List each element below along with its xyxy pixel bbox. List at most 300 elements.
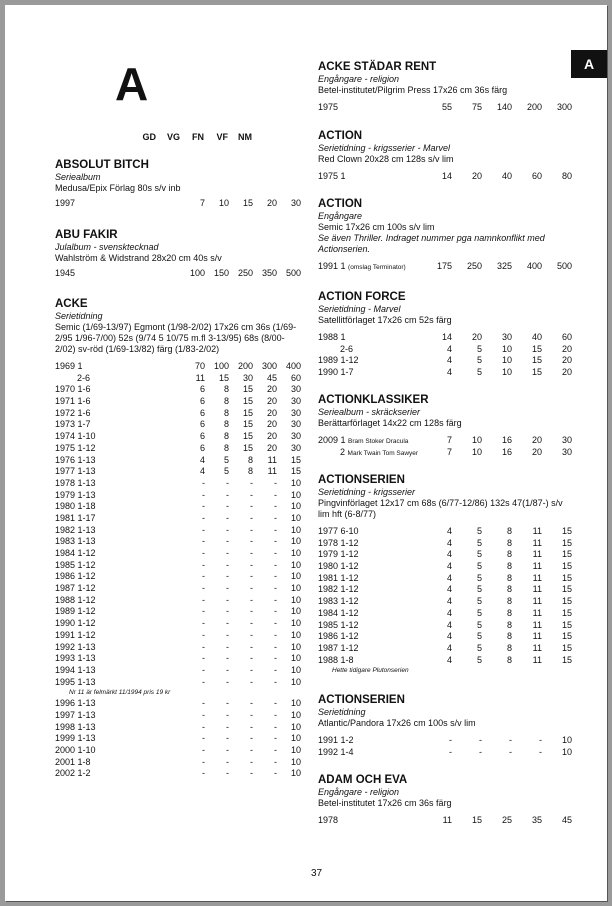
- price-row: [55, 536, 301, 548]
- row-values: [422, 655, 572, 667]
- price-value: -: [250, 664, 253, 675]
- price-value: 8: [506, 631, 512, 642]
- price-rows: [318, 526, 572, 676]
- row-label: [340, 447, 418, 460]
- row-values: [181, 768, 301, 780]
- price-value: -: [250, 536, 253, 547]
- row-label: [318, 815, 338, 827]
- price-value: -: [202, 768, 205, 779]
- price-value: 8: [247, 466, 253, 477]
- price-value: 5: [476, 596, 482, 607]
- row-values: [181, 455, 301, 467]
- price-value: 30: [290, 396, 301, 407]
- price-value: -: [226, 536, 229, 547]
- price-value: -: [202, 641, 205, 652]
- price-value: 30: [561, 446, 572, 457]
- row-values: [181, 198, 301, 210]
- price-value: -: [202, 653, 205, 664]
- price-value: 16: [501, 435, 512, 445]
- row-label: [55, 513, 96, 525]
- price-value: 4: [199, 454, 205, 465]
- price-value: 100: [213, 361, 229, 371]
- row-label-detail: Mark Twain Tom Sawyer: [347, 449, 419, 457]
- price-value: -: [274, 583, 277, 594]
- price-value: 300: [556, 102, 572, 112]
- price-value: 150: [213, 268, 229, 278]
- price-value: -: [202, 501, 205, 512]
- price-value: -: [202, 548, 205, 558]
- price-value: 100: [189, 268, 205, 278]
- row-label: [55, 665, 96, 677]
- price-value: 10: [290, 768, 301, 779]
- row-values: [181, 478, 301, 490]
- price-value: 20: [531, 435, 542, 445]
- price-row: [55, 501, 301, 513]
- price-value: -: [274, 664, 277, 675]
- price-row: [55, 361, 301, 373]
- price-rows: [55, 361, 301, 780]
- price-value: 15: [561, 619, 572, 630]
- row-label: [55, 455, 96, 467]
- price-value: -: [226, 618, 229, 629]
- price-value: 5: [476, 619, 482, 630]
- row-values: [181, 548, 301, 560]
- price-value: 40: [501, 171, 512, 181]
- price-value: -: [202, 571, 205, 582]
- price-value: 15: [242, 419, 253, 430]
- price-value: -: [250, 501, 253, 512]
- price-value: 14: [441, 171, 452, 181]
- price-row: [318, 735, 572, 747]
- price-value: 15: [561, 596, 572, 607]
- entry-title: ACKE STÄDAR RENT: [318, 61, 437, 73]
- price-rows: [318, 261, 572, 273]
- row-label: [55, 478, 96, 490]
- price-row: [318, 171, 572, 183]
- price-row: [318, 815, 572, 827]
- row-label: [318, 261, 406, 274]
- price-value: -: [274, 524, 277, 535]
- price-row: [318, 655, 572, 667]
- price-value: 5: [476, 561, 482, 572]
- row-label-text: 1977 1-13: [55, 466, 96, 477]
- price-value: 5: [476, 642, 482, 653]
- catalog-entry: [318, 773, 572, 827]
- row-label-text: 1985 1-12: [55, 559, 96, 570]
- price-value: 20: [561, 367, 572, 378]
- price-row: [55, 198, 301, 210]
- row-label-text: 1982 1-13: [55, 524, 96, 535]
- price-value: -: [274, 477, 277, 488]
- price-value: 10: [290, 477, 301, 488]
- price-value: 20: [266, 407, 277, 418]
- row-label-text: 1998 1-13: [55, 721, 96, 732]
- price-value: -: [226, 583, 229, 594]
- price-value: -: [226, 559, 229, 570]
- price-value: 30: [290, 407, 301, 418]
- price-row: [55, 373, 301, 385]
- price-value: 11: [532, 607, 542, 618]
- price-value: 250: [237, 268, 253, 278]
- row-label-text: 1991 1: [318, 261, 346, 271]
- price-value: -: [274, 698, 277, 709]
- price-row: [55, 455, 301, 467]
- entry-type: Engångare - religion: [318, 74, 400, 84]
- row-label-text: 1978: [318, 815, 339, 825]
- price-value: -: [226, 477, 229, 488]
- row-label-text: 1983 1-12: [318, 596, 359, 607]
- row-values: [181, 745, 301, 757]
- row-label: [55, 733, 96, 745]
- price-value: -: [202, 559, 205, 570]
- row-label: [318, 171, 346, 183]
- price-value: -: [250, 548, 253, 558]
- price-row: [318, 584, 572, 596]
- price-value: 60: [561, 332, 572, 342]
- price-value: 10: [561, 735, 572, 745]
- price-value: 20: [266, 396, 277, 407]
- row-label-text: 1986 1-12: [55, 571, 96, 582]
- price-value: -: [250, 583, 253, 594]
- row-label: [318, 747, 354, 759]
- row-label: [55, 757, 91, 769]
- price-value: 10: [290, 733, 301, 744]
- price-value: 10: [290, 641, 301, 652]
- price-value: -: [250, 653, 253, 664]
- price-value: 400: [526, 261, 542, 271]
- price-row: [55, 677, 301, 689]
- price-value: 8: [506, 607, 512, 618]
- price-row: [318, 561, 572, 573]
- row-label: [55, 361, 83, 373]
- price-value: 8: [223, 396, 229, 407]
- row-values: [181, 560, 301, 572]
- price-value: 30: [290, 198, 301, 208]
- price-value: 15: [290, 466, 301, 477]
- price-value: 6: [199, 384, 205, 395]
- row-label: [318, 538, 359, 550]
- row-values: [181, 630, 301, 642]
- price-value: 8: [247, 454, 253, 465]
- price-value: -: [226, 664, 229, 675]
- price-row: [55, 548, 301, 560]
- row-label-text: 1945: [55, 268, 76, 278]
- row-values: [181, 710, 301, 722]
- price-value: -: [250, 709, 253, 720]
- price-value: -: [250, 559, 253, 570]
- price-value: -: [226, 548, 229, 558]
- row-label: [55, 768, 91, 780]
- row-label-text: 1982 1-12: [318, 584, 359, 595]
- row-label-text: 1975: [318, 102, 339, 112]
- entry-publisher: Pingvinförlaget 12x17 cm 68s (6/77-12/86) 132s 47(1/87-) s/v lim hft (6-8/77): [318, 498, 563, 519]
- price-rows: [55, 198, 301, 210]
- price-value: 6: [199, 407, 205, 418]
- price-value: -: [274, 745, 277, 755]
- row-label: [55, 384, 91, 396]
- price-value: 5: [476, 572, 482, 583]
- price-value: 70: [194, 361, 205, 371]
- price-value: 11: [267, 454, 277, 465]
- price-value: -: [202, 512, 205, 523]
- row-label-text: 1992 1-4: [318, 746, 354, 757]
- price-value: 8: [506, 654, 512, 665]
- row-values: [181, 466, 301, 478]
- row-label: [318, 367, 354, 379]
- price-value: 15: [561, 561, 572, 572]
- row-label-text: 1987 1-12: [55, 583, 96, 594]
- row-label-text: 1977 6-10: [318, 526, 359, 536]
- row-label-text: 1980 1-12: [318, 561, 359, 572]
- price-value: 15: [471, 815, 482, 825]
- row-values: [422, 643, 572, 655]
- price-value: 8: [506, 584, 512, 595]
- price-value: 7: [199, 198, 205, 208]
- price-row: [318, 747, 572, 759]
- price-value: 11: [267, 466, 277, 477]
- row-label-text: 1984 1-12: [55, 548, 96, 558]
- row-label: [55, 595, 96, 607]
- row-values: [181, 722, 301, 734]
- price-row: [55, 431, 301, 443]
- row-values: [181, 733, 301, 745]
- price-value: 8: [223, 407, 229, 418]
- price-value: 11: [442, 815, 452, 825]
- price-value: 7: [446, 446, 452, 457]
- price-value: 15: [561, 572, 572, 583]
- row-label: [55, 677, 96, 689]
- price-row: [318, 549, 572, 561]
- row-label: [55, 606, 96, 618]
- row-values: [181, 268, 301, 280]
- row-label-text: 1996 1-13: [55, 698, 96, 709]
- price-value: -: [226, 524, 229, 535]
- price-value: 10: [290, 536, 301, 547]
- price-value: 11: [195, 372, 205, 383]
- row-values: [422, 261, 572, 273]
- price-value: 5: [476, 367, 482, 378]
- price-value: -: [202, 756, 205, 767]
- price-value: -: [226, 606, 229, 617]
- price-value: -: [226, 641, 229, 652]
- section-letter: A: [115, 58, 149, 110]
- row-values: [181, 396, 301, 408]
- price-value: -: [274, 512, 277, 523]
- price-row: [318, 435, 572, 447]
- price-value: 20: [266, 198, 277, 208]
- price-value: 15: [531, 367, 542, 378]
- price-value: 6: [199, 396, 205, 407]
- catalog-page: [5, 5, 607, 901]
- price-value: -: [250, 721, 253, 732]
- price-value: 4: [446, 631, 452, 642]
- price-value: -: [274, 768, 277, 779]
- catalog-entry: [55, 228, 301, 280]
- row-label: [55, 698, 96, 710]
- row-label-text: 1987 1-12: [318, 642, 359, 653]
- row-label: [55, 618, 96, 630]
- price-value: -: [202, 733, 205, 744]
- price-row: [55, 642, 301, 654]
- entry-title: ABU FAKIR: [55, 229, 118, 241]
- price-value: 8: [506, 561, 512, 572]
- row-label: [55, 501, 96, 513]
- row-label-text: 1975 1: [318, 171, 346, 181]
- entry-publisher: Wahlström & Widstrand 28x20 cm 40s s/v: [55, 253, 222, 263]
- entry-type: Serietidning - krigsserier: [318, 487, 416, 497]
- price-row: [55, 630, 301, 642]
- row-label-text: 1992 1-13: [55, 641, 96, 652]
- entry-type: Engångare: [318, 211, 363, 221]
- price-rows: [55, 268, 301, 280]
- entry-type: Serietidning - Marvel: [318, 304, 401, 314]
- price-value: 4: [446, 642, 452, 653]
- entry-type: Seriealbum - skräckserier: [318, 407, 421, 417]
- price-value: 25: [501, 815, 512, 825]
- row-label-text: 1997 1-13: [55, 709, 96, 720]
- price-value: -: [274, 733, 277, 744]
- row-label-text: 1994 1-13: [55, 664, 96, 675]
- entry-publisher: Semic (1/69-13/97) Egmont (1/98-2/02) 17x26 cm 36s (1/69-2/95 1/96-7/00) 52s (9/74 5 10/75 m.fl 3-13/95) 68s (8/00-2/02) sv-röd (1/69-13/82) färg (1/83-2/02): [55, 322, 297, 354]
- price-value: 10: [471, 435, 482, 445]
- row-label-text: 1975 1-12: [55, 442, 96, 453]
- row-values: [181, 698, 301, 710]
- price-row: [55, 757, 301, 769]
- row-label-text: 1997: [55, 198, 76, 208]
- price-value: 15: [242, 396, 253, 407]
- price-value: -: [250, 733, 253, 744]
- price-value: -: [274, 641, 277, 652]
- row-values: [181, 536, 301, 548]
- row-label: [55, 466, 96, 478]
- row-label-text: 1969 1: [55, 361, 83, 371]
- row-label-text: 2000 1-10: [55, 745, 96, 755]
- row-label: [55, 268, 75, 280]
- entry-type: Serietidning: [55, 311, 103, 321]
- price-row: [318, 102, 572, 114]
- price-value: 11: [532, 654, 542, 665]
- catalog-entry: [318, 197, 572, 273]
- price-value: 8: [506, 537, 512, 548]
- row-label: [318, 332, 346, 344]
- price-value: -: [449, 746, 452, 757]
- row-label-text: 1976 1-13: [55, 454, 96, 465]
- row-label: [318, 526, 359, 538]
- price-value: -: [202, 536, 205, 547]
- price-row: [318, 573, 572, 585]
- price-value: -: [539, 746, 542, 757]
- price-value: 5: [476, 584, 482, 595]
- price-value: -: [250, 629, 253, 640]
- row-values: [422, 538, 572, 550]
- row-values: [422, 344, 572, 356]
- price-value: 15: [290, 454, 301, 465]
- entry-publisher: Red Clown 20x28 cm 128s s/v lim: [318, 154, 454, 164]
- price-value: -: [226, 698, 229, 709]
- price-value: 20: [266, 431, 277, 442]
- price-value: 10: [501, 343, 512, 354]
- row-values: [422, 447, 572, 459]
- price-value: -: [226, 709, 229, 720]
- price-value: 80: [561, 171, 572, 181]
- price-value: -: [250, 641, 253, 652]
- price-value: -: [250, 745, 253, 755]
- price-value: -: [202, 709, 205, 720]
- price-value: 10: [218, 198, 229, 208]
- price-value: 4: [446, 537, 452, 548]
- entry-title: ACTIONKLASSIKER: [318, 394, 429, 406]
- price-value: 175: [436, 261, 452, 271]
- price-value: -: [226, 571, 229, 582]
- price-value: 350: [261, 268, 277, 278]
- row-values: [181, 513, 301, 525]
- price-value: 60: [290, 372, 301, 383]
- catalog-entry: [318, 290, 572, 379]
- price-value: 4: [446, 584, 452, 595]
- row-label: [318, 655, 354, 667]
- price-row: [318, 631, 572, 643]
- row-values: [422, 549, 572, 561]
- price-value: 5: [223, 454, 229, 465]
- row-values: [181, 373, 301, 385]
- price-value: -: [202, 583, 205, 594]
- price-value: 8: [223, 419, 229, 430]
- price-value: 8: [506, 642, 512, 653]
- row-values: [422, 102, 572, 114]
- row-label: [318, 608, 359, 620]
- price-value: -: [274, 629, 277, 640]
- price-value: 15: [561, 642, 572, 653]
- price-value: 15: [561, 607, 572, 618]
- price-value: -: [226, 594, 229, 605]
- entry-title: ACTION: [318, 130, 363, 142]
- row-values: [181, 642, 301, 654]
- price-value: 5: [476, 631, 482, 642]
- entry-title: ADAM OCH EVA: [318, 774, 408, 786]
- letter-tab[interactable]: A: [571, 50, 607, 78]
- row-label-text: 1986 1-12: [318, 631, 359, 642]
- row-label-detail: Bram Stoker Dracula: [348, 438, 409, 445]
- row-values: [422, 526, 572, 538]
- price-value: -: [202, 676, 205, 687]
- row-label: [55, 419, 91, 431]
- row-label-text: 1990 1-7: [318, 367, 354, 378]
- price-value: -: [202, 745, 205, 755]
- price-value: 4: [199, 466, 205, 477]
- price-row: [55, 595, 301, 607]
- price-value: 10: [290, 512, 301, 523]
- price-value: -: [226, 756, 229, 767]
- price-value: -: [226, 629, 229, 640]
- row-values: [181, 490, 301, 502]
- row-label: [318, 561, 359, 573]
- price-value: -: [250, 512, 253, 523]
- price-row: [55, 396, 301, 408]
- price-value: 4: [446, 654, 452, 665]
- price-value: -: [250, 676, 253, 687]
- price-value: 6: [199, 431, 205, 442]
- price-row: [55, 768, 301, 780]
- price-value: 60: [531, 171, 542, 181]
- row-values: [422, 435, 572, 447]
- price-value: 20: [266, 442, 277, 453]
- row-label: [318, 102, 338, 114]
- price-value: -: [226, 489, 229, 500]
- price-row: [55, 583, 301, 595]
- price-value: -: [539, 735, 542, 745]
- price-value: 10: [290, 559, 301, 570]
- catalog-entry: [318, 393, 572, 458]
